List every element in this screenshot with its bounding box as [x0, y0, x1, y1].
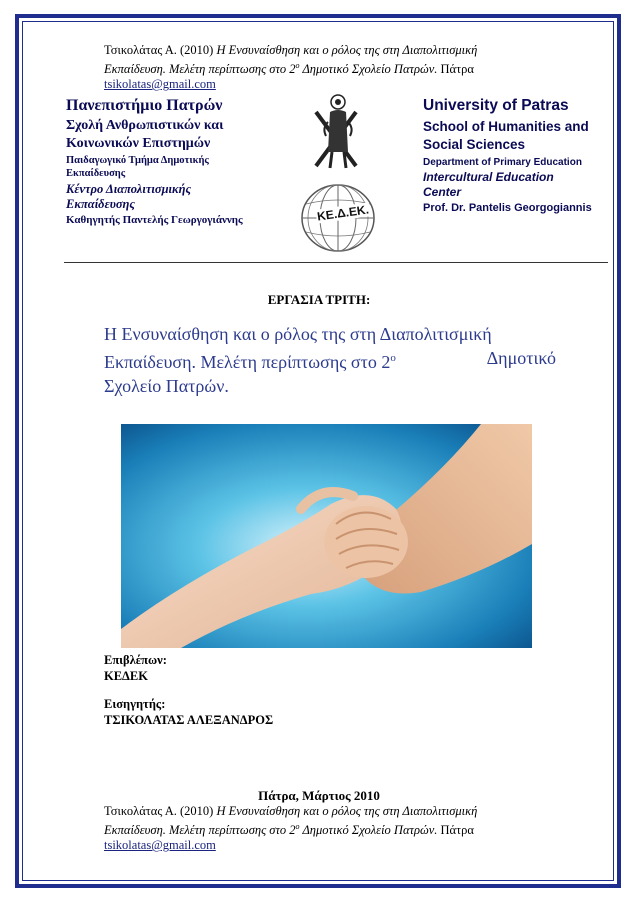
citation-email-link[interactable]: tsikolatas@gmail.com [104, 77, 216, 92]
center-gr-1: Κέντρο Διαπολιτισμικής [66, 182, 192, 196]
citation-bottom [104, 804, 584, 853]
school-name-en-1: School of Humanities and [423, 119, 589, 134]
professor-gr: Καθηγητής Παντελής Γεωργογιάννης [66, 214, 243, 226]
university-name-en: University of Patras [423, 97, 569, 114]
department-gr-2: Εκπαίδευσης [66, 168, 126, 179]
title-line-2: Εκπαίδευση. Μελέτη περίπτωσης στο $2^o$ Δημοτικό [104, 348, 556, 372]
header-left-greek [66, 96, 296, 227]
department-gr-1: Παιδαγωγικό Τμήμα Δημοτικής [66, 155, 209, 166]
center-en-2: Center [423, 185, 462, 199]
citation-line-1: Τσικολάτας Α. (2010) Η Ενσυναίσθηση και ο ρόλος της στη Διαπολιτισμική [104, 43, 478, 57]
assignment-label: ΕΡΓΑΣΙΑ ΤΡΙΤΗ: [267, 292, 371, 307]
header-divider [64, 262, 608, 263]
school-name-gr-1: Σχολή Ανθρωπιστικών και [66, 118, 224, 133]
title-line-1: Η Ενσυναίσθηση και ο ρόλος της στη Διαπολιτισμική [104, 324, 492, 344]
university-name-gr: Πανεπιστήμιο Πατρών [66, 97, 223, 114]
kedek-logo-text: ΚΕ.Δ.ΕΚ. [316, 202, 370, 224]
supervisor-value: ΚΕΔΕΚ [104, 669, 148, 683]
center-en-1: Intercultural Education [423, 170, 554, 184]
school-name-en-2: Social Sciences [423, 137, 526, 152]
presenter-block [104, 696, 273, 728]
center-gr-2: Εκπαίδευσης [66, 197, 135, 211]
title-line-3: Σχολείο Πατρών. [104, 376, 229, 396]
citation-top [104, 43, 584, 92]
document-title [104, 322, 556, 398]
citation-line-2: Εκπαίδευση. Μελέτη περίπτωσης στο $2^o$ Δημοτικό Σχολείο Πατρών. Πάτρα [104, 61, 474, 77]
citation-bottom-line-2: Εκπαίδευση. Μελέτη περίπτωσης στο $2^o$ Δημοτικό Σχολείο Πατρών. Πάτρα [104, 822, 474, 838]
kedek-logo [296, 182, 380, 254]
department-en: Department of Primary Education [423, 157, 582, 168]
school-name-gr-2: Κοινωνικών Επιστημών [66, 136, 211, 151]
place-date: Πάτρα, Μάρτιος 2010 [258, 788, 380, 803]
citation-bottom-email-link[interactable]: tsikolatas@gmail.com [104, 838, 216, 853]
citation-bottom-line-1: Τσικολάτας Α. (2010) Η Ενσυναίσθηση και ο ρόλος της στη Διαπολιτισμική [104, 804, 478, 818]
professor-en: Prof. Dr. Pantelis Georgogiannis [423, 202, 592, 214]
supervisor-block [104, 652, 167, 684]
presenter-value: ΤΣΙΚΟΛΑΤΑΣ ΑΛΕΞΑΝΔΡΟΣ [104, 713, 274, 727]
header-right-english [423, 96, 608, 215]
hands-photo [121, 424, 532, 648]
presenter-label: Εισηγητής: [104, 697, 166, 711]
supervisor-label: Επιβλέπων: [104, 653, 167, 667]
saint-andrew-emblem-icon [308, 92, 364, 174]
